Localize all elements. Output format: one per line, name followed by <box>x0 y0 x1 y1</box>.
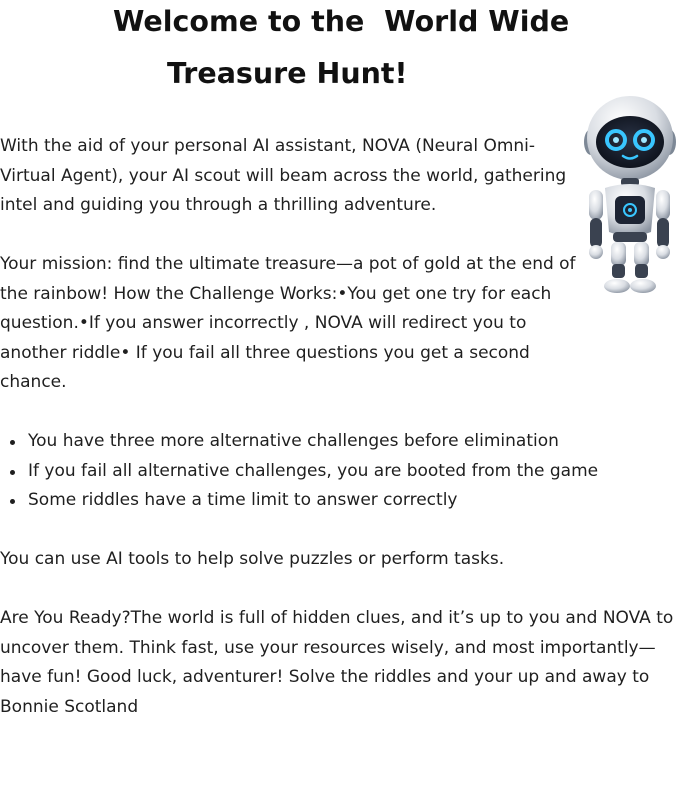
rules-list <box>0 427 676 516</box>
mission-paragraph: Your mission: find the ultimate treasure—a pot of gold at the end of the rainbow! How the Challenge Works:•You get one try for each question.•If you answer incorrectly , NOVA will redirect you to another riddle• If you fail all three questions you get a second chance. <box>0 254 576 392</box>
list-item: You have three more alternative challenges before elimination <box>28 427 676 457</box>
list-item: Some riddles have a time limit to answer correctly <box>28 486 676 516</box>
closing-paragraph: Are You Ready?The world is full of hidden clues, and it’s up to you and NOVA to uncover them. Think fast, use your resources wisely, and most importantly—have fun! Good luck, adventurer! Solve the riddles and your up and away to Bonnie Scotland <box>0 608 674 717</box>
intro-paragraph: With the aid of your personal AI assistant, NOVA (Neural Omni-Virtual Agent), your AI scout will beam across the world, gathering intel and guiding you through a thrilling adventure. <box>0 136 567 215</box>
title-line-1: Welcome to the World Wide <box>113 5 570 38</box>
paragraph-spacer <box>0 575 676 605</box>
paragraph-spacer <box>0 221 676 251</box>
title-line-2: Treasure Hunt! <box>167 57 408 90</box>
tools-paragraph: You can use AI tools to help solve puzzles or perform tasks. <box>0 549 505 569</box>
document-body <box>0 132 676 722</box>
paragraph-spacer <box>0 516 676 546</box>
paragraph-spacer <box>0 398 676 428</box>
list-item: If you fail all alternative challenges, you are booted from the game <box>28 457 676 487</box>
